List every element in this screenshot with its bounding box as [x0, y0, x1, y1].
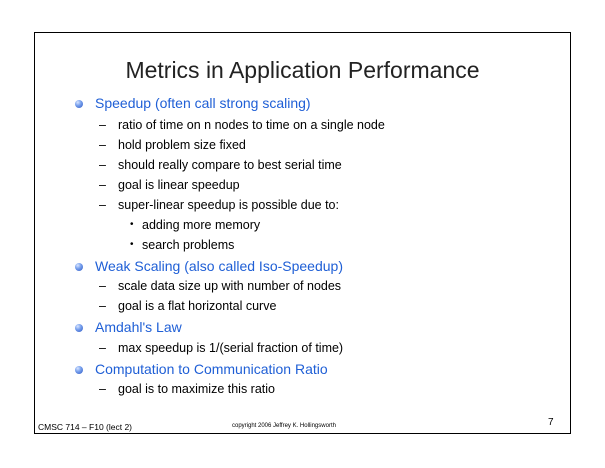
bullet-amdahls-law: Amdahl's Law	[95, 319, 182, 335]
bullet-dot-icon	[75, 100, 83, 108]
sub-bullet: super-linear speedup is possible due to:	[118, 198, 339, 212]
sub-bullet: goal is a flat horizontal curve	[118, 299, 277, 313]
sub-bullet: goal is to maximize this ratio	[118, 382, 276, 396]
footer-copyright: copyright 2006 Jeffrey K. Hollingsworth	[232, 423, 336, 429]
sub-bullet: ratio of time on n nodes to time on a single node	[118, 118, 385, 132]
sub-bullet: should really compare to best serial time	[118, 158, 342, 172]
footer-course: CMSC 714 – F10 (lect 2)	[38, 422, 133, 432]
dash-icon: –	[99, 158, 106, 172]
dash-icon: –	[99, 198, 106, 212]
dash-icon: –	[99, 178, 106, 192]
sub-sub-bullet: adding more memory	[142, 218, 261, 232]
dash-icon: –	[99, 382, 106, 396]
sub-sub-bullet: search problems	[142, 238, 235, 252]
sub-bullet: max speedup is 1/(serial fraction of time)	[118, 341, 344, 355]
bullet-weak-scaling: Weak Scaling (also called Iso-Speedup)	[95, 258, 343, 274]
small-bullet-icon: •	[130, 239, 134, 250]
bullet-dot-icon	[75, 366, 83, 374]
sub-bullet: goal is linear speedup	[118, 178, 240, 192]
bullet-dot-icon	[75, 263, 83, 271]
sub-bullet: hold problem size fixed	[118, 138, 246, 152]
dash-icon: –	[99, 138, 106, 152]
small-bullet-icon: •	[130, 219, 134, 230]
slide-title: Metrics in Application Performance	[125, 57, 480, 83]
dash-icon: –	[99, 279, 106, 293]
dash-icon: –	[99, 299, 106, 313]
bullet-dot-icon	[75, 324, 83, 332]
dash-icon: –	[99, 118, 106, 132]
bullet-speedup: Speedup (often call strong scaling)	[95, 95, 311, 111]
bullet-computation-ratio: Computation to Communication Ratio	[95, 361, 328, 377]
sub-bullet: scale data size up with number of nodes	[118, 279, 342, 293]
dash-icon: –	[99, 341, 106, 355]
page-number: 7	[548, 417, 554, 428]
